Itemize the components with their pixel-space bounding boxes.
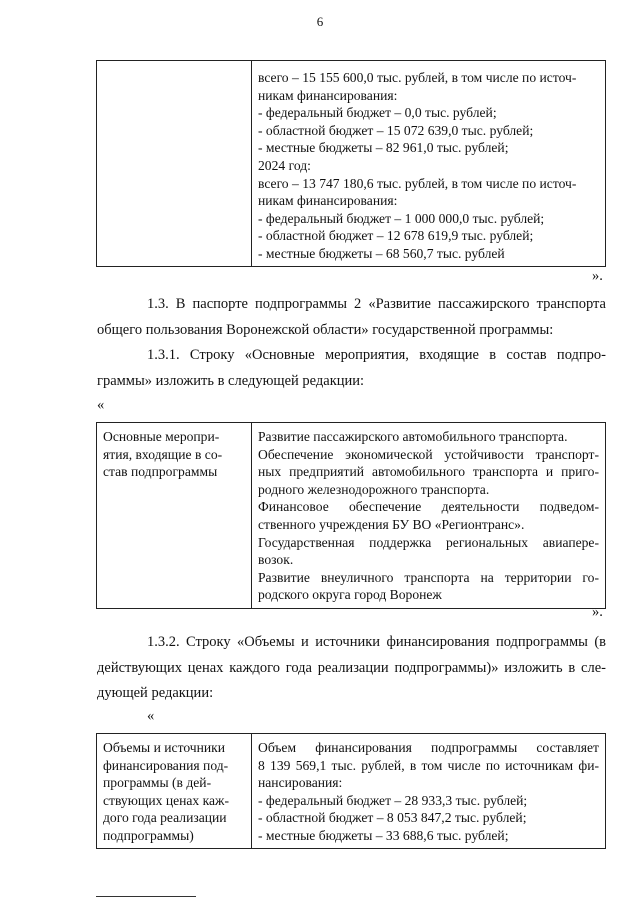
paragraph-line: общего пользования Воронежской области» государственной программы: bbox=[97, 321, 554, 338]
table3-left-line: программы (в дей- bbox=[103, 775, 212, 791]
table2-right-line: ных предприятий автомобильного транспорта и приго- bbox=[258, 464, 599, 480]
table3-left-line: ствующих ценах каж- bbox=[103, 792, 229, 808]
opening-quote: « bbox=[147, 708, 155, 724]
table2-right-line: родского округа город Воронеж bbox=[258, 587, 442, 603]
table1-line: - областной бюджет – 12 678 619,9 тыс. рублей; bbox=[258, 228, 534, 244]
table2-right-line: ственного учреждения БУ ВО «Регионтранс». bbox=[258, 516, 525, 532]
table2-right-line: Обеспечение экономической устойчивости транспорт- bbox=[258, 446, 599, 462]
table1-line: всего – 15 155 600,0 тыс. рублей, в том числе по источ- bbox=[258, 70, 577, 85]
table1-line: всего – 13 747 180,6 тыс. рублей, в том числе по источ- bbox=[258, 175, 577, 191]
table3-right-line: - областной бюджет – 8 053 847,2 тыс. рублей; bbox=[258, 810, 527, 826]
table3-right-line: Объем финансирования подпрограммы составляет bbox=[258, 740, 599, 755]
page-number: 6 bbox=[316, 14, 324, 29]
paragraph-line: 1.3. В паспорте подпрограммы 2 «Развитие пассажирского транспорта bbox=[147, 296, 606, 312]
table1-line: - областной бюджет – 15 072 639,0 тыс. рублей; bbox=[258, 122, 534, 138]
table1-line: - местные бюджеты – 82 961,0 тыс. рублей; bbox=[258, 140, 509, 156]
paragraph-1-3 bbox=[97, 292, 606, 343]
table3-left-line: подпрограммы) bbox=[103, 827, 194, 843]
table1-line: - федеральный бюджет – 1 000 000,0 тыс. рублей; bbox=[258, 210, 545, 226]
table3-right-cell bbox=[252, 734, 606, 849]
table1-line: никам финансирования: bbox=[258, 193, 398, 209]
table3-right-line: нансирования: bbox=[258, 775, 343, 791]
funding-table-continued bbox=[96, 60, 606, 267]
table1-line: 2024 год: bbox=[258, 157, 311, 173]
table3-left-line: Объемы и источники bbox=[103, 740, 226, 755]
paragraph-line: 1.3.1. Строку «Основные мероприятия, входящие в состав подпро- bbox=[147, 347, 606, 363]
main-activities-table bbox=[96, 422, 606, 609]
closing-quote: ». bbox=[592, 604, 603, 620]
table2-right-line: Финансовое обеспечение деятельности подведом- bbox=[258, 499, 599, 515]
table2-right-line: Развитие пассажирского автомобильного транспорта. bbox=[258, 429, 568, 444]
table1-line: - федеральный бюджет – 0,0 тыс. рублей; bbox=[258, 105, 497, 121]
paragraph-line: граммы» изложить в следующей редакции: bbox=[97, 372, 365, 389]
table2-right-line: Государственная поддержка региональных авиапере- bbox=[258, 534, 599, 550]
table2-right-line: Развитие внеуличного транспорта на территории го- bbox=[258, 569, 599, 585]
table2-left-cell bbox=[97, 423, 252, 609]
table2-left-line: став подпрограммы bbox=[103, 464, 218, 480]
paragraph-line: 1.3.2. Строку «Объемы и источники финансирования подпрограммы (в bbox=[147, 634, 606, 650]
table1-right-cell bbox=[252, 61, 606, 267]
paragraph-1-3-2 bbox=[97, 630, 606, 707]
opening-quote: « bbox=[97, 397, 105, 413]
paragraph-line: действующих ценах каждого года реализации подпрограммы)» изложить в сле- bbox=[97, 659, 606, 676]
paragraph-1-3-1 bbox=[97, 343, 606, 394]
table3-right-line: - местные бюджеты – 33 688,6 тыс. рублей; bbox=[258, 827, 509, 843]
closing-quote: ». bbox=[592, 268, 603, 284]
funding-volumes-table bbox=[96, 733, 606, 849]
footnote-divider bbox=[96, 896, 196, 897]
table2-right-cell bbox=[252, 423, 606, 609]
table1-line: никам финансирования: bbox=[258, 87, 398, 103]
table3-left-line: финансирования под- bbox=[103, 757, 229, 773]
table3-right-line: 8 139 569,1 тыс. рублей, в том числе по источникам фи- bbox=[258, 757, 599, 773]
table1-left-cell bbox=[97, 61, 252, 267]
table3-left-cell bbox=[97, 734, 252, 849]
table2-left-line: Основные меропри- bbox=[103, 429, 220, 444]
table2-left-line: ятия, входящие в со- bbox=[103, 446, 223, 462]
table2-right-line: родного железнодорожного транспорта. bbox=[258, 481, 490, 497]
table3-left-line: дого года реализации bbox=[103, 810, 227, 826]
paragraph-line: дующей редакции: bbox=[97, 685, 214, 701]
table2-right-line: возок. bbox=[258, 552, 294, 568]
table3-right-line: - федеральный бюджет – 28 933,3 тыс. рублей; bbox=[258, 792, 528, 808]
table1-line: - местные бюджеты – 68 560,7 тыс. рублей bbox=[258, 245, 505, 261]
